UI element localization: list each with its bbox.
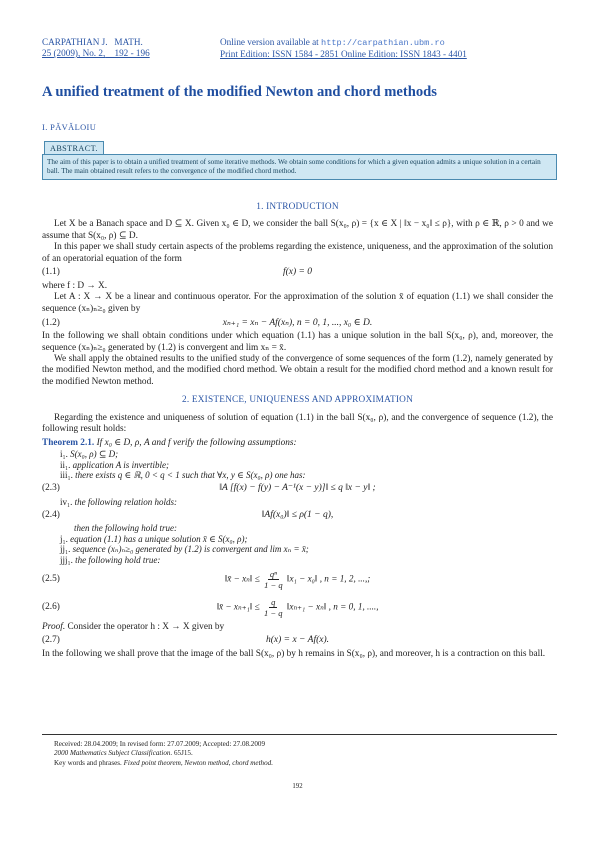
theorem-text: If x₀ ∈ D, ρ, A and f verify the following assumptions: xyxy=(96,437,297,448)
equation-formula: xₙ₊₁ = xₙ − Af(xₙ), n = 0, 1, ..., x₀ ∈ D. xyxy=(222,317,373,328)
equation-number: (1.1) xyxy=(42,267,60,278)
equation-formula: f(x) = 0 xyxy=(282,267,313,278)
list-item: iii₁. there exists q ∈ ℝ, 0 < q < 1 such that ∀x, y ∈ S(x₀, ρ) one has: xyxy=(60,470,306,481)
equation xyxy=(42,315,553,331)
footnote xyxy=(42,734,557,768)
paragraph: We shall apply the obtained results to the unified study of the convergence of some sequences of the form (1.2), namely generated by the modified Newton method, and the modified chord method. We obtain a result for the modified chord method and a known result for the modified Newton method. xyxy=(42,354,553,387)
abstract-text: The aim of this paper is to obtain a unified treatment of some iterative methods. We obtain some conditions for which a given equation admits a unique solution in a certain ball. The main obtained result refers to the convergence of the modified chord method. xyxy=(42,154,557,180)
page-number: 192 xyxy=(292,783,303,790)
theorem-statement xyxy=(42,438,553,449)
list-item: i₁. S(x₀, ρ) ⊆ D; xyxy=(60,448,119,459)
equation-formula: h(x) = x − Af(x). xyxy=(265,635,330,646)
paragraph: Let X be a Banach space and D ⊆ X. Given x₀ ∈ D, we consider the ball S(x₀, ρ) = {x ∈ X | ‖x − x₀‖ ≤ ρ}, with ρ ∈ ℝ, ρ > 0 and we assume that S(x₀, ρ) ⊆ D. xyxy=(42,219,553,241)
paper-body xyxy=(42,202,553,660)
equation xyxy=(42,633,553,649)
msc-line: 2000 Mathematics Subject Classification. 65J15. xyxy=(54,749,193,758)
equation xyxy=(42,507,553,523)
online-text: Online version available at xyxy=(220,37,319,47)
list-item: jj₁. sequence (xₙ)ₙ≥₀ generated by (1.2) is convergent and lim xₙ = x̄; xyxy=(60,544,309,555)
edition-info xyxy=(220,37,467,60)
equation-number: (1.2) xyxy=(42,317,60,328)
journal-volume: 25 (2009), No. 2, xyxy=(42,48,106,58)
equation-number: (2.5) xyxy=(42,573,60,584)
equation-formula: ‖Af(x₀)‖ ≤ ρ(1 − q), xyxy=(261,509,334,520)
list-item: j₁. equation (1.1) has a unique solution x̄ ∈ S(x₀, ρ); xyxy=(60,533,248,544)
equation-formula: ‖x̄ − xₙ₊₁‖ ≤ $\frac{q}{1 - q}$ ‖xₙ₊₁ − xₙ‖ , n = 0, 1, ...., xyxy=(216,597,379,619)
equation-formula: ‖x̄ − xₙ‖ ≤ $\frac{\text{qⁿ}}{1 - q}$ ‖x₁ − x₀‖ , n = 1, 2, ...,; xyxy=(224,569,371,591)
fraction: $\frac{q}{1 - q}$ xyxy=(263,597,283,619)
author: I. PĂVĂLOIU xyxy=(42,123,97,132)
proof-statement: Proof. Consider the operator h : X → X given by xyxy=(42,621,225,632)
theorem-label: Theorem 2.1. xyxy=(42,437,95,448)
abstract-label: ABSTRACT. xyxy=(44,141,104,156)
equation xyxy=(42,594,553,622)
journal-field: MATH. xyxy=(114,37,143,47)
paragraph: In the following we shall prove that the image of the ball S(x₀, ρ) by h remains in S(x₀, ρ), and moreover, h is a contraction on this ball. xyxy=(42,649,546,660)
journal-pages: 192 - 196 xyxy=(114,48,150,58)
list-item: jjj₁. the following hold true: xyxy=(60,555,161,566)
equation xyxy=(42,566,553,594)
online-url-link[interactable]: http://carpathian.ubm.ro xyxy=(321,38,445,48)
print-edition: Print Edition: ISSN 1584 - 2851 Online Edition: ISSN 1843 - 4401 xyxy=(220,49,467,59)
paragraph: where f : D → X. xyxy=(42,281,108,292)
fraction: $\frac{\text{qⁿ}}{1 - q}$ xyxy=(264,569,283,591)
list-item: iv₁. the following relation holds: xyxy=(60,496,178,507)
paragraph: Regarding the existence and uniqueness of solution of equation (1.1) in the ball S(x₀, ρ), and the convergence of sequence (1.2), the following result holds: xyxy=(42,412,553,435)
equation-number: (2.4) xyxy=(42,509,60,520)
proof-label: Proof. xyxy=(42,621,66,632)
equation xyxy=(42,481,553,497)
received-dates: Received: 28.04.2009; In revised form: 27.07.2009; Accepted: 27.08.2009 xyxy=(54,740,265,748)
keywords-line: Key words and phrases. Fixed point theorem, Newton method, chord method. xyxy=(54,758,273,767)
equation-formula: ‖A [f(x) − f(y) − A⁻¹(x − y)]‖ ≤ q ‖x − y‖ ; xyxy=(219,482,376,493)
paragraph: In this paper we shall study certain aspects of the problems regarding the existence, uniqueness, and the approximation of the solution of an operatorial equation of the form xyxy=(42,242,553,264)
list-item: ii₁. application A is invertible; xyxy=(60,459,170,470)
paragraph: Let A : X → X be a linear and continuous operator. For the approximation of the solution x̄ of equation (1.1) we shall consider the sequence (xₙ)ₙ≥₀ given by xyxy=(42,292,553,314)
equation-number: (2.7) xyxy=(42,635,60,646)
equation-number: (2.3) xyxy=(42,482,60,493)
theorem-conclusion-intro: then the following hold true: xyxy=(74,523,177,534)
paragraph: In the following we shall obtain conditions under which equation (1.1) has a unique solution in the ball S(x₀, ρ), and, moreover, the sequence (xₙ)ₙ≥₀ generated by (1.2) is convergent and lim xₙ = x̄. xyxy=(42,331,553,353)
journal-name: CARPATHIAN J. xyxy=(42,37,108,47)
journal-info xyxy=(42,37,150,59)
equation-number: (2.6) xyxy=(42,601,60,612)
paper-title: A unified treatment of the modified Newton and chord methods xyxy=(42,84,437,100)
section-heading-existence: 2. EXISTENCE, UNIQUENESS AND APPROXIMATION xyxy=(181,395,414,406)
equation xyxy=(42,265,553,281)
section-heading-introduction: 1. INTRODUCTION xyxy=(256,202,339,212)
